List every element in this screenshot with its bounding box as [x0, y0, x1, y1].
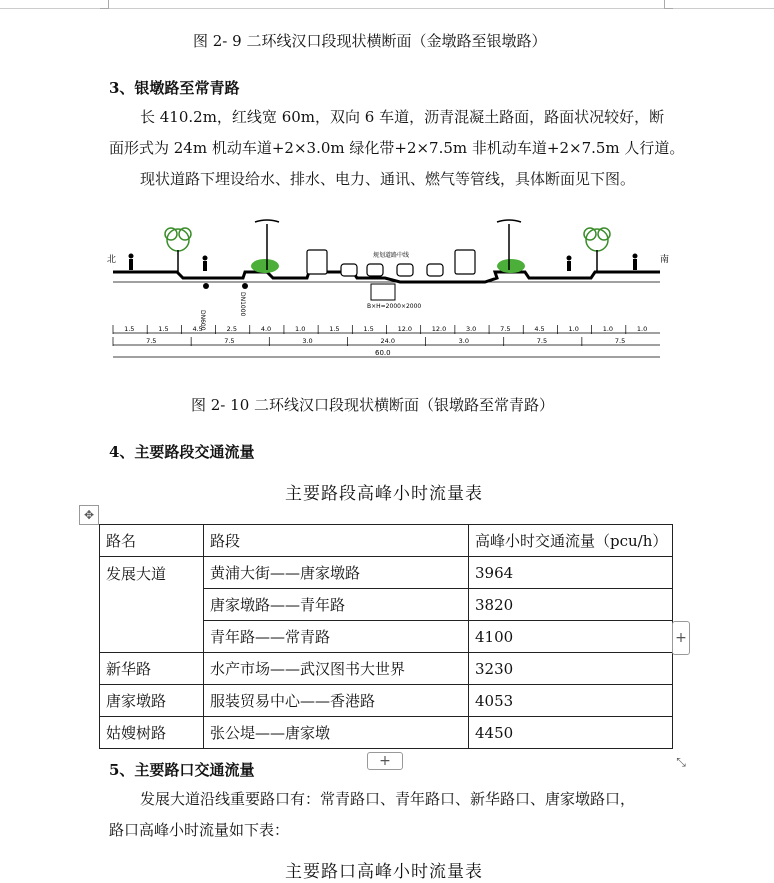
pipe-left-label: DN600	[199, 310, 206, 331]
section-5-para-line1: 发展大道沿线重要路口有：常青路口、青年路口、新华路口、唐家墩路口，	[140, 790, 636, 808]
section-4-heading: 4、主要路段交通流量	[109, 443, 255, 461]
road-profile	[113, 272, 660, 282]
cell-road: 发展大道	[100, 557, 204, 653]
cell-flow: 3820	[469, 589, 673, 621]
cell-flow: 4100	[469, 621, 673, 653]
dimension-label: 1.5	[329, 325, 340, 333]
section-5-heading: 5、主要路口交通流量	[109, 761, 255, 779]
dimension-label: 1.5	[363, 325, 374, 333]
dimension-label: 1.0	[295, 325, 306, 333]
table-1-title: 主要路段高峰小时流量表	[285, 484, 483, 504]
north-label: 北	[107, 255, 117, 265]
header-flow: 高峰小时交通流量（pcu/h）	[469, 525, 673, 557]
cell-segment: 服装贸易中心——香港路	[204, 685, 469, 717]
cell-flow: 4450	[469, 717, 673, 749]
cell-road: 姑嫂树路	[100, 717, 204, 749]
dimension-label: 12.0	[397, 325, 413, 333]
pedestrian-left-2	[203, 256, 208, 272]
cross-section-diagram	[105, 212, 672, 364]
tree-left	[165, 228, 191, 272]
cell-road: 唐家墩路	[100, 685, 204, 717]
header-road: 路名	[100, 525, 204, 557]
header-segment: 路段	[204, 525, 469, 557]
cell-flow: 3964	[469, 557, 673, 589]
section-3-para1-line1: 长 410.2m，红线宽 60m，双向 6 车道，沥青混凝土路面，路面状况较好，断	[140, 108, 665, 126]
cell-segment: 唐家墩路——青年路	[204, 589, 469, 621]
dimension-label: 24.0	[380, 337, 395, 345]
crop-mark-right	[664, 0, 673, 9]
section-3-heading: 3、银墩路至常青路	[109, 79, 240, 97]
dimension-label: 1.5	[158, 325, 169, 333]
dimension-label: 2.5	[226, 325, 237, 333]
crop-mark-left	[100, 0, 109, 9]
section-3-para1-line2: 面形式为 24m 机动车道+2×3.0m 绿化带+2×7.5m 非机动车道+2×7.5m 人行道。	[109, 139, 685, 157]
dimension-label: 3.0	[302, 337, 313, 345]
dimension-label: 4.5	[192, 325, 203, 333]
pipe-left	[203, 283, 209, 289]
pedestrian-left	[129, 254, 134, 271]
dimension-label: 1.0	[636, 325, 648, 333]
table-2-title: 主要路口高峰小时流量表	[285, 862, 483, 882]
shrub-left	[251, 259, 279, 273]
cell-flow: 4053	[469, 685, 673, 717]
cell-flow: 3230	[469, 653, 673, 685]
cell-segment: 张公堤——唐家墩	[204, 717, 469, 749]
figure-9-caption: 图 2- 9 二环线汉口段现状横断面（金墩路至银墩路）	[193, 32, 547, 50]
figure-10-caption: 图 2- 10 二环线汉口段现状横断面（银墩路至常青路）	[191, 396, 555, 414]
cell-segment: 黄浦大街——唐家墩路	[204, 557, 469, 589]
traffic-flow-table	[99, 524, 673, 749]
culvert	[371, 284, 395, 300]
median-label: 规划道路中线	[373, 252, 410, 259]
section-3-para2: 现状道路下埋设给水、排水、电力、通讯、燃气等管线，具体断面见下图。	[140, 170, 636, 188]
pipe-left-2-label: DN1000	[239, 292, 246, 317]
dimension-label: 7.5	[536, 337, 548, 345]
add-column-button[interactable]: +	[672, 621, 690, 655]
dimension-label: 4.5	[534, 325, 545, 333]
dimension-label: 12.0	[431, 325, 447, 333]
pedestrian-right-2	[567, 256, 572, 272]
dimension-label: 7.5	[500, 325, 511, 333]
dims-total: 60.0	[375, 349, 391, 357]
table-row	[100, 653, 673, 685]
pipe-left-2	[242, 283, 248, 289]
add-row-button[interactable]: +	[367, 752, 403, 770]
dimension-label: 4.0	[260, 325, 272, 333]
table-row	[100, 717, 673, 749]
page-top-edge	[0, 0, 774, 9]
dimension-label: 3.0	[458, 337, 469, 345]
shrub-right	[497, 259, 525, 273]
dimension-label: 1.0	[602, 325, 614, 333]
table-header-row	[100, 525, 673, 557]
south-label: 南	[660, 255, 670, 265]
culvert-label: B×H=2000×2000	[367, 303, 422, 310]
dimension-label: 7.5	[614, 337, 626, 345]
table-row	[100, 685, 673, 717]
dimension-label: 1.5	[124, 325, 135, 333]
table-move-handle[interactable]: ✥	[79, 505, 99, 525]
table-resize-handle[interactable]: ⤡	[676, 754, 686, 769]
cell-segment: 水产市场——武汉图书大世界	[204, 653, 469, 685]
cell-segment: 青年路——常青路	[204, 621, 469, 653]
dimension-label: 3.0	[465, 325, 477, 333]
cell-road: 新华路	[100, 653, 204, 685]
dimension-label: 1.0	[568, 325, 579, 333]
pedestrian-right	[633, 254, 638, 271]
table-row	[100, 557, 673, 589]
dimension-label: 7.5	[146, 337, 157, 345]
tree-right	[584, 228, 610, 272]
section-5-para-line2: 路口高峰小时流量如下表：	[109, 821, 290, 839]
dimension-label: 7.5	[224, 337, 235, 345]
